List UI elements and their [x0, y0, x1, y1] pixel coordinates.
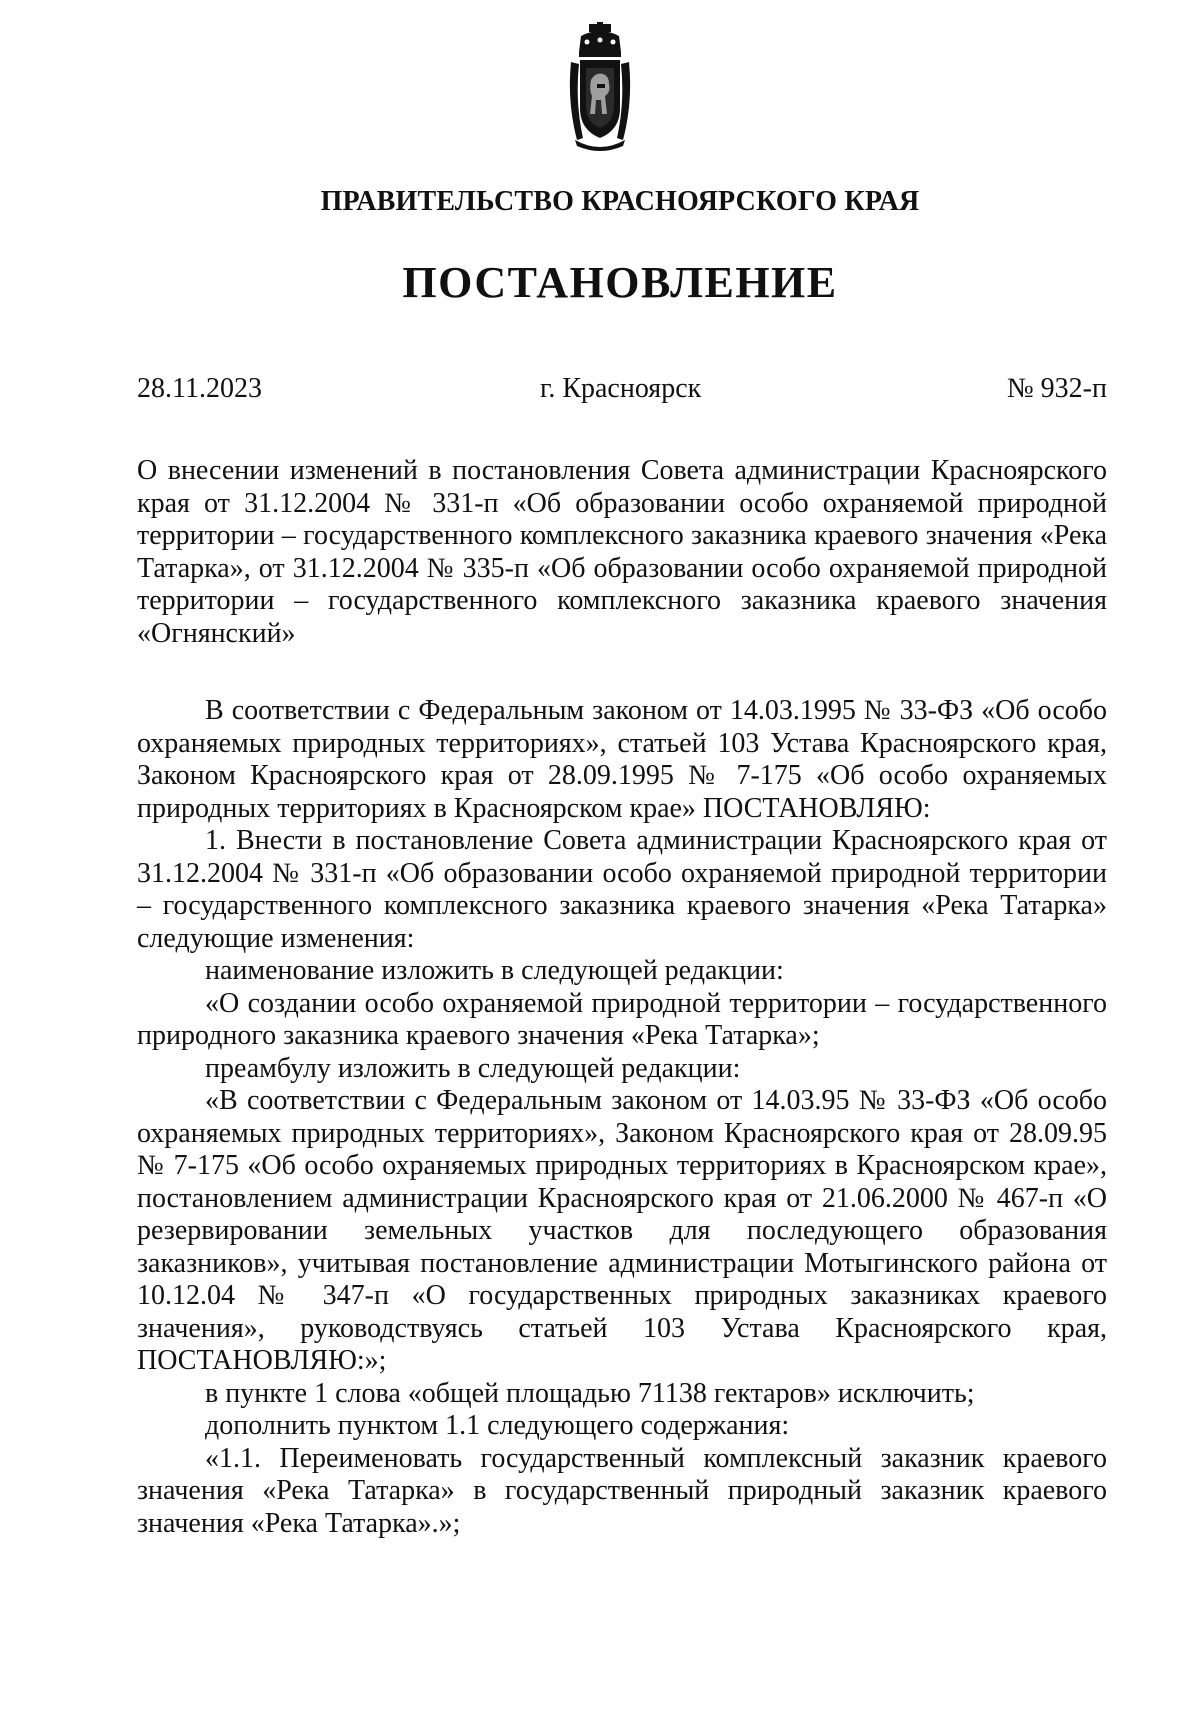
add-point-text: «1.1. Переименовать государственный комплексный заказник краевого значения «Река Татарка» в государственный природный заказник краевого значения «Река Татарка».»; — [137, 1442, 1107, 1539]
coat-of-arms-icon — [567, 22, 633, 154]
name-change-intro: наименование изложить в следующей редакции: — [205, 955, 784, 986]
document-body — [137, 695, 1107, 1540]
organization-name: ПРАВИТЕЛЬСТВО КРАСНОЯРСКОГО КРАЯ — [320, 186, 920, 217]
name-change-text: «О создании особо охраняемой природной территории – государственного природного заказника краевого значения «Река Татарка»; — [137, 987, 1107, 1051]
preamble-change-text: «В соответствии с Федеральным законом от 14.03.95 № 33-ФЗ «Об особо охраняемых природных территориях», Законом Красноярского края от 28.09.95 № 7-175 «Об особо охраняемых природных территориях в Красноярском крае», постановлением администрации Красноярского края от 21.06.2000 № 467-п «О резервировании земельных участков для последующего образования заказников», учитывая постановление администрации Мотыгинского района от 10.12.04 № 347-п «О государственных природных заказниках краевого значения», руководствуясь статьей 103 Устава Красноярского края, ПОСТАНОВЛЯЮ:»; — [137, 1085, 1107, 1376]
add-point-intro: дополнить пунктом 1.1 следующего содержания: — [205, 1410, 790, 1441]
preamble-paragraph: В соответствии с Федеральным законом от 14.03.1995 № 33-ФЗ «Об особо охраняемых природных территориях», статьей 103 Устава Красноярского края, Законом Красноярского края от 28.09.1995 № 7-175 «Об особо охраняемых природных территориях в Красноярском крае» ПОСТАНОВЛЯЮ: — [137, 695, 1107, 824]
title-text: О внесении изменений в постановления Совета администрации Красноярского края от 31.12.2004 № 331-п «Об образовании особо охраняемой природной территории – государственного комплексного заказника краевого значения «Река Татарка», от 31.12.2004 № 335-п «Об образовании особо охраняемой природной территории – государственного комплексного заказника краевого значения «Огнянский» — [137, 455, 1107, 649]
document-number: № 932-п — [1006, 373, 1107, 404]
item-1-paragraph: 1. Внести в постановление Совета администрации Красноярского края от 31.12.2004 № 331-п «Об образовании особо охраняемой природной территории – государственного комплексного заказника краевого значения «Река Татарка» следующие изменения: — [137, 825, 1107, 954]
document-type-heading: ПОСТАНОВЛЕНИЕ — [402, 258, 838, 307]
point-1-change: в пункте 1 слова «общей площадью 71138 гектаров» исключить; — [205, 1377, 975, 1409]
document-date: 28.11.2023 — [137, 373, 262, 404]
document-city: г. Красноярск — [540, 373, 702, 404]
document-title — [137, 455, 1107, 650]
preamble-change-intro: преамбулу изложить в следующей редакции: — [205, 1052, 741, 1084]
